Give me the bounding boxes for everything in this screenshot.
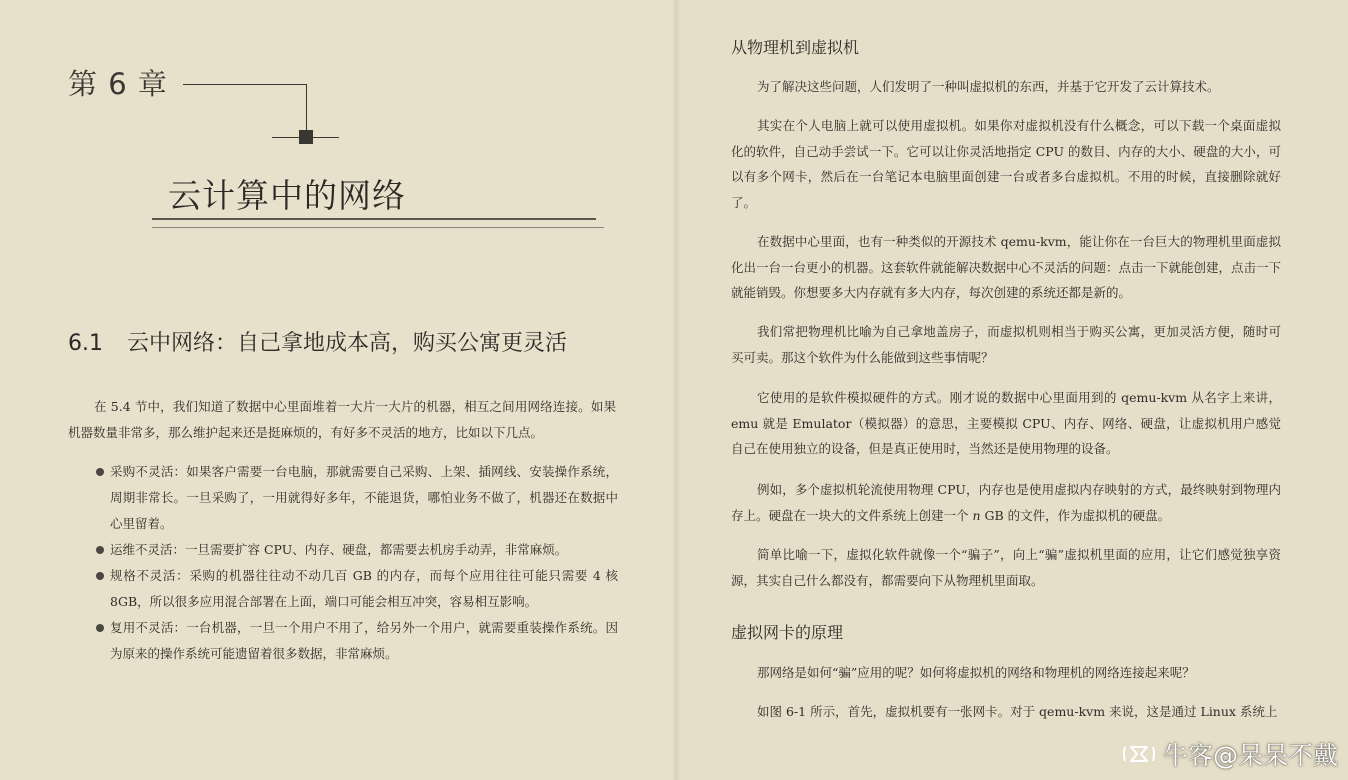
list-item-text: 复用不灵活：一台机器，一旦一个用户不用了，给另外一个用户，就需要重装操作系统。因为原来的操作系统可能遗留着很多数据，非常麻烦。 xyxy=(110,620,618,661)
paragraph: 如图 6-1 所示，首先，虚拟机要有一张网卡。对于 qemu-kvm 来说，这是通过 Linux 系统上 xyxy=(757,704,1278,719)
book-gutter xyxy=(672,0,680,780)
watermark xyxy=(1121,736,1338,772)
paragraph: 简单比喻一下，虚拟化软件就像一个“骗子”，向上“骗”虚拟机里面的应用，让它们感觉独享资源，其实自己什么都没有，都需要向下从物理机里面取。 xyxy=(731,547,1281,588)
list-item-text: 采购不灵活：如果客户需要一台电脑，那就需要自己采购、上架、插网线、安装操作系统，周期非常长。一旦采购了，一用就得好多年，不能退货，哪怕业务不做了，机器还在数据中心里留着。 xyxy=(110,464,618,531)
paragraph xyxy=(731,477,1281,528)
bullet-icon xyxy=(96,546,104,554)
section-title: 云中网络：自己拿地成本高，购买公寓更灵活 xyxy=(127,331,568,356)
chapter-ornament-line xyxy=(183,84,307,85)
section-heading xyxy=(68,326,567,357)
variable-n: n xyxy=(972,507,981,523)
list-item-text: 规格不灵活：采购的机器往往动不动几百 GB 的内存，而每个应用往往可能只需要 4 核 8GB，所以很多应用混合部署在上面，端口可能会相互冲突，容易相互影响。 xyxy=(110,568,618,609)
chapter-ornament-square xyxy=(299,130,313,144)
paragraph: 其实在个人电脑上就可以使用虚拟机。如果你对虚拟机没有什么概念，可以下载一个桌面虚拟化的软件，自己动手尝试一下。它可以让你灵活地指定 CPU 的数目、内存的大小、硬盘的大小，可以有多个网卡，然后在一台笔记本电脑里面创建一台或者多台虚拟机。不用的时候，直接删除就好了。 xyxy=(731,118,1281,210)
list-item xyxy=(96,563,618,615)
paragraph-text: 例如，多个虚拟机轮流使用物理 CPU，内存也是使用虚拟内存映射的方式，最终映射到物理内存上。硬盘在一块大的文件系统上创建一个 xyxy=(731,482,1281,523)
title-rule xyxy=(152,218,596,220)
list-item xyxy=(96,537,618,563)
paragraph: 它使用的是软件模拟硬件的方式。刚才说的数据中心里面用到的 qemu-kvm 从名字上来讲，emu 就是 Emulator（模拟器）的意思，主要模拟 CPU、内存、网络、硬盘，让虚拟机用户感觉自己在使用独立的设备，但是真正使用时，当然还是使用物理的设备。 xyxy=(731,390,1281,456)
paragraph-text: GB 的文件，作为虚拟机的硬盘。 xyxy=(980,507,1171,523)
paragraph: 那网络是如何“骗”应用的呢？如何将虚拟机的网络和物理机的网络连接起来呢？ xyxy=(757,665,1195,680)
list-item-text: 运维不灵活：一旦需要扩容 CPU、内存、硬盘，都需要去机房手动弄，非常麻烦。 xyxy=(110,542,568,557)
bullet-icon xyxy=(96,572,104,580)
chapter-title: 云计算中的网络 xyxy=(168,176,406,215)
subsection-heading: 虚拟网卡的原理 xyxy=(731,623,844,642)
intro-paragraph: 在 5.4 节中，我们知道了数据中心里面堆着一大片一大片的机器，相互之间用网络连接。如果机器数量非常多，那么维护起来还是挺麻烦的，有好多不灵活的地方，比如以下几点。 xyxy=(68,399,616,440)
bullet-list xyxy=(96,459,618,667)
bullet-icon xyxy=(96,468,104,476)
paragraph: 为了解决这些问题，人们发明了一种叫虚拟机的东西，并基于它开发了云计算技术。 xyxy=(757,79,1220,94)
watermark-text: 牛客@呆呆不戴 xyxy=(1162,741,1338,770)
bullet-icon xyxy=(96,624,104,632)
section-number: 6.1 xyxy=(68,331,103,356)
list-item xyxy=(96,459,618,537)
paragraph: 我们常把物理机比喻为自己拿地盖房子，而虚拟机则相当于购买公寓，更加灵活方便，随时可买可卖。那这个软件为什么能做到这些事情呢？ xyxy=(731,324,1281,365)
subsection-heading: 从物理机到虚拟机 xyxy=(731,38,860,57)
list-item xyxy=(96,615,618,667)
paragraph: 在数据中心里面，也有一种类似的开源技术 qemu-kvm，能让你在一台巨大的物理机里面虚拟化出一台一台更小的机器。这套软件就能解决数据中心不灵活的问题：点击一下就能创建，点击一下就能销毁。你想要多大内存就有多大内存，每次创建的系统还都是新的。 xyxy=(731,234,1282,300)
title-rule xyxy=(152,227,604,228)
chapter-label: 第 6 章 xyxy=(68,67,168,101)
nowcoder-logo-icon xyxy=(1121,741,1157,767)
